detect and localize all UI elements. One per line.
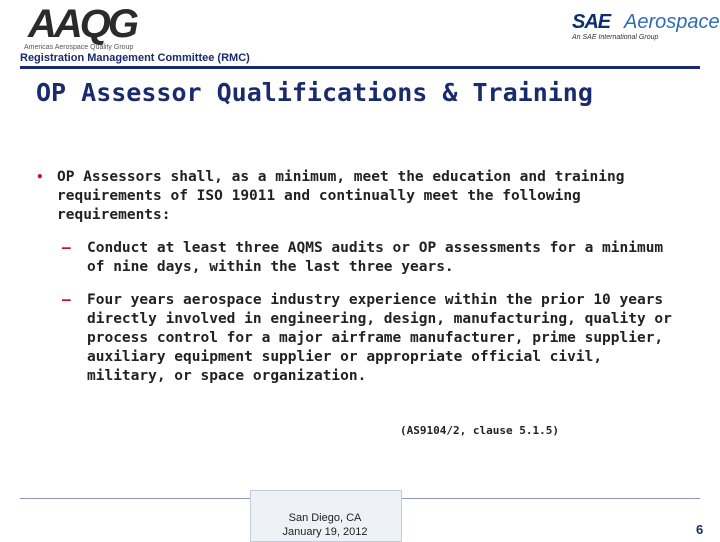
footer-date: January 19, 2012 [282, 526, 368, 538]
sub-bullet-2 [36, 291, 686, 386]
citation: (AS9104/2, clause 5.1.5) [400, 424, 559, 437]
sub-bullet-text: Conduct at least three AQMS audits or OP assessments for a minimum of nine days, within the last three years. [87, 240, 664, 275]
main-bullet-text: OP Assessors shall, as a minimum, meet the education and training requirements of ISO 19011 and continually meet the following requirements: [57, 169, 625, 223]
aaqg-logo [22, 2, 182, 52]
page-number: 6 [696, 522, 704, 537]
dash-icon: – [62, 292, 71, 308]
sae-logo-subtitle: An SAE International Group [572, 34, 659, 41]
header-divider [20, 66, 700, 69]
main-bullet [36, 168, 686, 225]
footer-city: San Diego, CA [288, 512, 362, 524]
dash-icon: – [62, 240, 71, 256]
committee-label: Registration Management Committee (RMC) [20, 52, 250, 64]
slide-body [36, 168, 686, 386]
sae-logo-product: Aerospace [624, 11, 720, 33]
bullet-dot-icon: • [36, 170, 44, 184]
sub-bullet-1 [36, 239, 686, 277]
sub-bullet-text: Four years aerospace industry experience within the prior 10 years directly involved in engineering, design, manufacturing, quality or process control for a major airframe manufacturer, prime supplier, auxiliary equipment supplier or appropriate official civil, military, or space organization. [87, 292, 672, 384]
footer-location [250, 511, 400, 539]
slide-title: OP Assessor Qualifications & Training [36, 78, 593, 107]
aaqg-logo-mark: AAQG [28, 2, 136, 46]
sae-logo-brand: SAE [572, 11, 611, 33]
sae-aerospace-logo [572, 10, 720, 44]
aaqg-logo-subtitle: Americas Aerospace Quality Group [24, 44, 134, 51]
